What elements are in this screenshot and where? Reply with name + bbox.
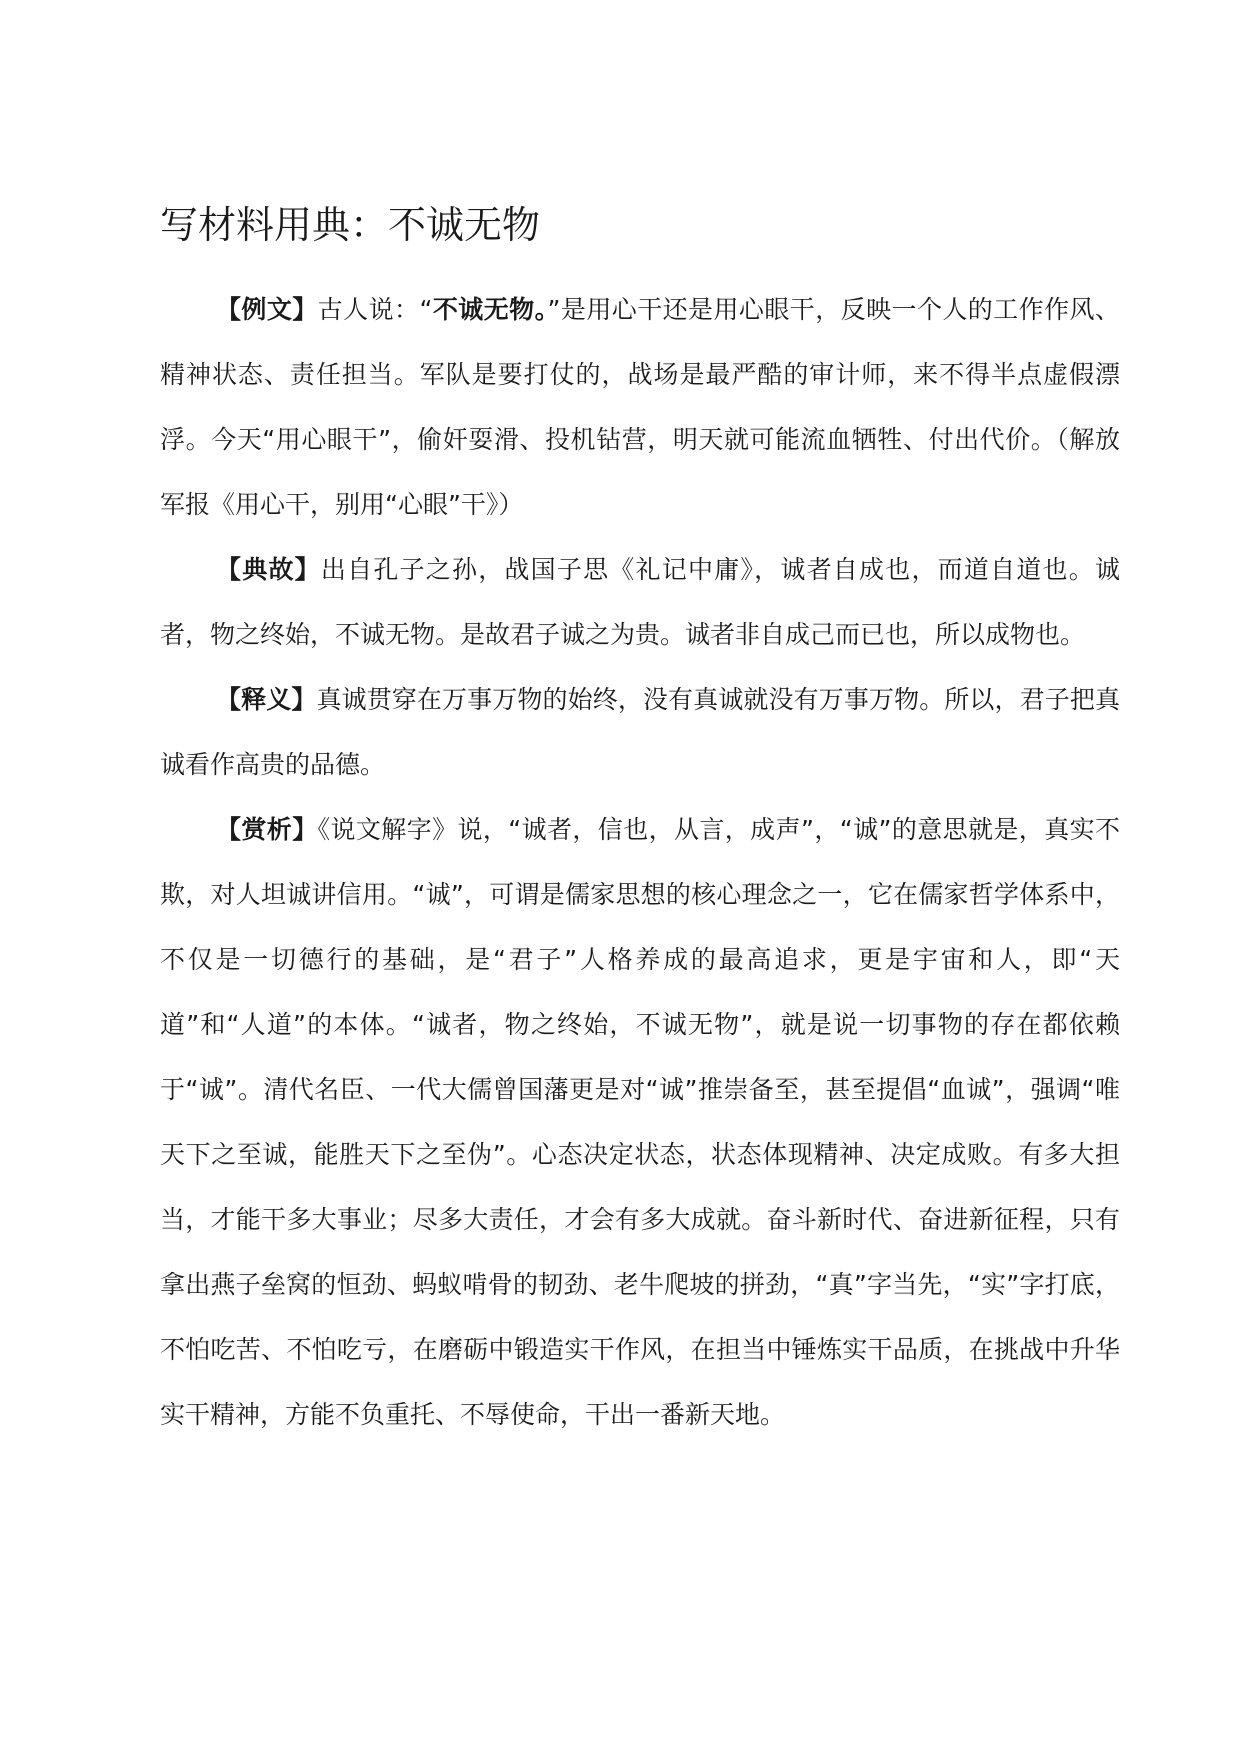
analysis-text: 《说文解字》说，“诚者，信也，从言，成声”，“诚”的意思就是，真实不欺，对人坦诚讲信用。“诚”，可谓是儒家思想的核心理念之一，它在儒家哲学体系中，不仅是一切德行的基础，是“君子”人格养成的最高追求，更是宇宙和人，即“天道”和“人道”的本体。“诚者，物之终始，不诚无物”，就是说一切事物的存在都依赖于“诚”。清代名臣、一代大儒曾国藩更是对“诚”推崇备至，甚至提倡“血诚”，强调“唯天下之至诚，能胜天下之至伪”。心态决定状态，状态体现精神、决定成败。有多大担当，才能干多大事业；尽多大责任，才会有多大成就。奋斗新时代、奋进新征程，只有拿出燕子垒窝的恒劲、蚂蚁啃骨的韧劲、老牛爬坡的拼劲，“真”字当先，“实”字打底，不怕吃苦、不怕吃亏，在磨砺中锻造实干作风，在担当中锤炼实干品质，在挑战中升华实干精神，方能不负重托、不辱使命，干出一番新天地。: [160, 815, 1120, 1429]
paragraph-meaning: [160, 667, 1120, 797]
allusion-text: 出自孔子之孙，战国子思《礼记中庸》，诚者自成也，而道自道也。诚者，物之终始，不诚无物。是故君子诚之为贵。诚者非自成己而已也，所以成物也。: [160, 555, 1120, 649]
document-title: 写材料用典：不诚无物: [160, 203, 541, 247]
example-text: ”是用心干还是用心眼干，反映一个人的工作作风、精神状态、责任担当。军队是要打仗的，战场是最严酷的审计师，来不得半点虚假漂浮。今天“用心眼干”，偷奸耍滑、投机钻营，明天就可能流血牺牲、付出代价。（解放军报《用心干，别用“心眼”干》）: [160, 295, 1120, 519]
paragraph-example: [160, 277, 1120, 537]
allusion-tag: 【典故】: [216, 555, 321, 584]
meaning-text: 真诚贯穿在万事万物的始终，没有真诚就没有万事万物。所以，君子把真诚看作高贵的品德。: [160, 685, 1120, 779]
paragraph-analysis: [160, 797, 1120, 1447]
analysis-tag: 【赏析】: [216, 815, 318, 844]
example-tag: 【例文】: [216, 295, 318, 324]
example-pre: 古人说：“: [317, 295, 433, 324]
example-quote: 不诚无物。: [432, 295, 548, 324]
paragraph-allusion: [160, 537, 1120, 667]
meaning-tag: 【释义】: [216, 685, 317, 714]
document-body: [160, 277, 1120, 1447]
